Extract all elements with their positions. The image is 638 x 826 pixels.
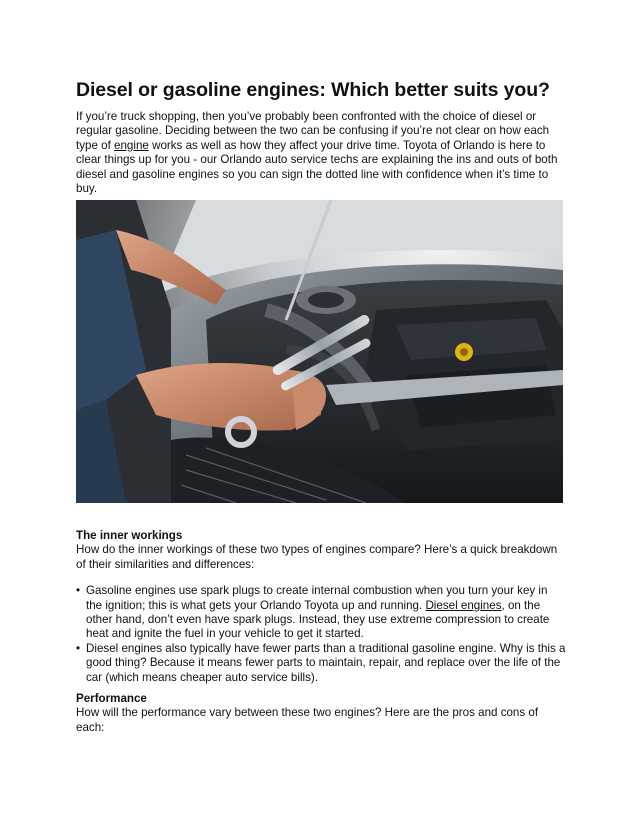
intro-paragraph: If you’re truck shopping, then you’ve probably been confronted with the choice of diesel or regular gasoline. Deciding between the two can be confusing if you’re not clear on how each type of engine works as well as how they affect your drive time. Toyota of Orlando is here to clear things up for you - our Orlando auto service techs are explaining the ins and outs of both diesel and gasoline engines so you can sign the dotted line with confidence when it’s time to buy. [76,110,558,196]
performance-text: How will the performance vary between these two engines? Here are the pros and cons of each: [76,706,539,734]
inner-workings-section [76,529,566,685]
mechanic-engine-photo [76,200,563,503]
inner-workings-list [76,584,566,685]
diesel-engines-link[interactable]: Diesel engines [425,598,502,612]
list-item: • Gasoline engines use spark plugs to create internal combustion when you turn your key in the ignition; this is what gets your Orlando Toyota up and running. Diesel engines, on the other hand, don’t even have spark plugs. Instead, they use extreme compression to create heat and ignite the fuel in your vehicle to get it started. [76,584,566,642]
list-item: • Diesel engines also typically have fewer parts than a traditional gasoline engine. Why is this a good thing? Because it means fewer parts to maintain, repair, and replace over the life of the car (which means cheaper auto service bills). [76,642,566,685]
performance-section [76,692,566,735]
page-title: Diesel or gasoline engines: Which better suits you? [76,79,550,101]
inner-workings-text: How do the inner workings of these two types of engines compare? Here’s a quick breakdown of their similarities and differences: [76,543,558,571]
inner-workings-heading: The inner workings [76,529,183,542]
performance-heading: Performance [76,692,147,705]
engine-link[interactable]: engine [114,138,149,152]
